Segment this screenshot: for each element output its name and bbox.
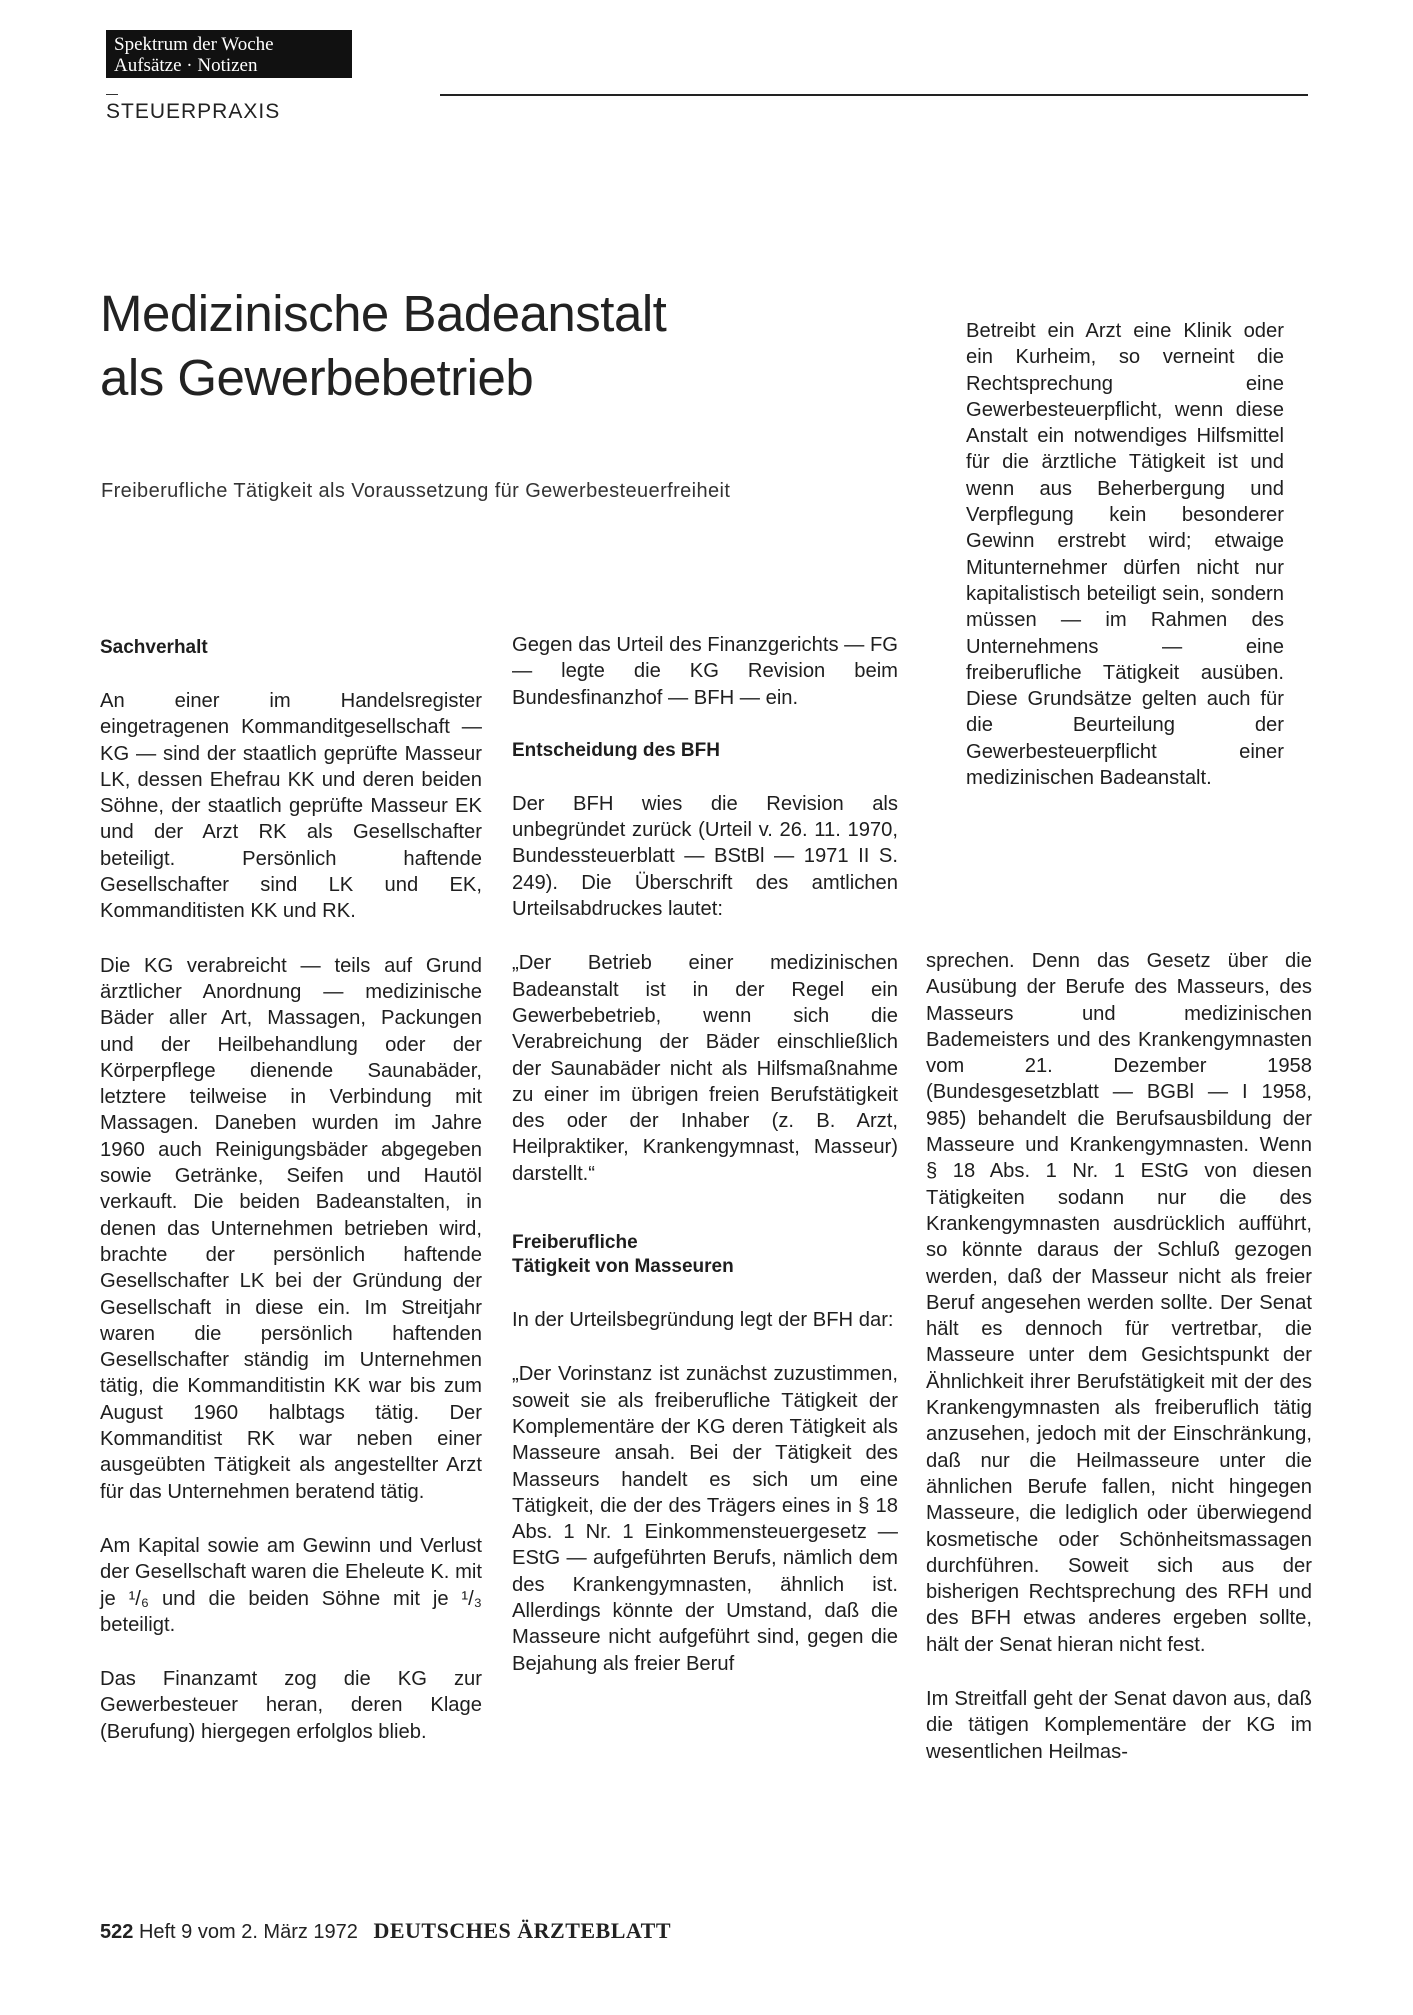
title-line-1: Medizinische Badeanstalt	[100, 285, 667, 342]
page-number: 522	[100, 1921, 134, 1943]
heading-line-1: Freiberufliche	[512, 1232, 638, 1254]
paragraph: Die KG verabreicht — teils auf Grund ärztlicher Anordnung — medizinische Bäder aller Art, Massagen, Packungen und der Heilbehandlung oder der Körperpflege dienende Saunabäder, letztere teilweise in Verbindung mit Massagen. Daneben wurden im Jahre 1960 auch Reinigungsbäder abgegeben sowie Getränke, Seifen und Hautöl verkauft. Die beiden Badeanstalten, in denen das Unternehmen betrieben wird, brachte der persönlich haftende Gesellschafter LK bei der Gründung der Gesellschaft in diese ein. Im Streitjahr waren die persönlich haftenden Gesellschafter ständig im Unternehmen tätig, die Kommanditistin KK war bis zum August 1960 halbtags tätig. Der Kommanditist RK war neben einer ausgeübten Tätigkeit als angestellter Arzt für das Unternehmen beratend tätig.	[100, 954, 482, 1503]
paragraph: In der Urteilsbegründung legt der BFH dar:	[512, 1309, 894, 1332]
column-2	[512, 632, 898, 1677]
badge-line-2: Aufsätze · Notizen	[114, 55, 258, 76]
paragraph: sprechen. Denn das Gesetz über die Ausübung der Berufe des Masseurs, des Masseurs und medizinischen Bademeisters und des Krankengymnasten vom 21. Dezember 1958 (Bundesgesetzblatt — BGBl — I 1958, 985) behandelt die Berufsausbildung der Masseure und Krankengymnasten. Wenn § 18 Abs. 1 Nr. 1 EStG von diesen Tätigkeiten sodann nur die des Krankengymnasten ausdrücklich aufführt, so könnte daraus der Schluß gezogen werden, daß der Masseur nicht als freier Beruf angesehen werden sollte. Der Senat hält es dennoch für vertretbar, die Masseure unter dem Gesichtspunkt der Ähnlichkeit ihrer Berufstätigkeit mit der des Krankengymnasten als freiberuflich tätig anzusehen, jedoch mit der Einschränkung, daß nur die Heilmasseure unter die ähnlichen Berufe fallen, nicht hingegen Masseure, die lediglich oder überwiegend kosmetische oder Schönheitsmassagen durchführen. Soweit sich aus der bisherigen Rechtsprechung des RFH und des BFH etwas anderes ergeben sollte, hält der Senat hieran nicht fest.	[926, 950, 1312, 1656]
heading-entscheidung: Entscheidung des BFH	[512, 739, 720, 761]
paragraph: Am Kapital sowie am Gewinn und Verlust der Gesellschaft waren die Eheleute K. mit je ¹/₆ und die beiden Söhne mit je ¹/₃ beteiligt.	[100, 1534, 482, 1636]
article-subtitle: Freiberufliche Tätigkeit als Voraussetzung für Gewerbesteuerfreiheit	[101, 480, 731, 502]
summary-box	[966, 318, 1284, 791]
title-line-2: als Gewerbebetrieb	[100, 349, 534, 406]
rule-long	[440, 94, 1308, 96]
issue-info: Heft 9 vom 2. März 1972	[138, 1921, 358, 1943]
paragraph: An einer im Handelsregister eingetragenen Kommanditgesellschaft — KG — sind der staatlich geprüfte Masseur LK, dessen Ehefrau KK und deren beiden Söhne, der staatlich geprüfte Masseur EK und der Arzt RK als Gesellschafter beteiligt. Persönlich haftende Gesellschafter sind LK und EK, Kommanditisten KK und RK.	[100, 690, 482, 923]
column-3	[926, 948, 1312, 1765]
article-title	[100, 282, 800, 410]
paragraph: Im Streitfall geht der Senat davon aus, daß die tätigen Komplementäre der KG im wesentlichen Heilmas-	[926, 1688, 1312, 1763]
summary-text: Betreibt ein Arzt eine Klinik oder ein Kurheim, so verneint die Rechtsprechung eine Gewerbesteuerpflicht, wenn diese Anstalt ein notwendiges Hilfsmittel für die ärztliche Tätigkeit ist und wenn aus Beherbergung und Verpflegung kein besonderer Gewinn erstrebt wird; etwaige Mitunternehmer dürfen nicht nur kapitalistisch beteiligt sein, sondern müssen — im Rahmen des Unternehmens — eine freiberufliche Tätigkeit ausüben. Diese Grundsätze gelten auch für die Beurteilung der Gewerbesteuerpflicht einer medizinischen Badeanstalt.	[966, 320, 1284, 790]
section-badge	[106, 30, 352, 78]
quote-paragraph: „Der Betrieb einer medizinischen Badeanstalt ist in der Regel ein Gewerbebetrieb, wenn sich die Verabreichung der Bäder einschließlich der Saunabäder nicht als Hilfsmaßnahme zu einer im übrigen freien Berufstätigkeit des oder der Inhaber (z. B. Arzt, Heilpraktiker, Krankengymnast, Masseur) darstellt.“	[512, 952, 898, 1185]
page-footer	[100, 1918, 671, 1944]
section-label: STEUERPRAXIS	[106, 100, 281, 123]
heading-freiberufliche	[512, 1231, 898, 1279]
magazine-name: DEUTSCHES ÄRZTEBLATT	[373, 1918, 671, 1943]
badge-line-1: Spektrum der Woche	[114, 34, 274, 55]
paragraph: Der BFH wies die Revision als unbegründet zurück (Urteil v. 26. 11. 1970, Bundessteuerblatt — BStBl — 1971 II S. 249). Die Überschrift des amtlichen Urteilsabdruckes lautet:	[512, 792, 898, 921]
heading-sachverhalt: Sachverhalt	[100, 637, 208, 658]
rule-short	[106, 94, 118, 95]
heading-line-2: Tätigkeit von Masseuren	[512, 1256, 734, 1278]
quote-paragraph: „Der Vorinstanz ist zunächst zuzustimmen, soweit sie als freiberufliche Tätigkeit der Komplementäre der KG deren Tätigkeit als Masseure ansah. Bei der Tätigkeit des Masseurs handelt es sich um eine Tätigkeit, die der des Trägers eines in § 18 Abs. 1 Nr. 1 Einkommensteuergesetz — EStG — aufgeführten Berufs, nämlich dem des Krankengymnasten, ähnlich ist. Allerdings könnte der Umstand, daß die Masseure nicht aufgeführt sind, gegen die Bejahung als freier Beruf	[512, 1363, 898, 1675]
paragraph: Das Finanzamt zog die KG zur Gewerbesteuer heran, deren Klage (Berufung) hiergegen erfolglos blieb.	[100, 1668, 482, 1743]
paragraph: Gegen das Urteil des Finanzgerichts — FG — legte die KG Revision beim Bundesfinanzhof — BFH — ein.	[512, 634, 898, 709]
column-1	[100, 636, 482, 1745]
